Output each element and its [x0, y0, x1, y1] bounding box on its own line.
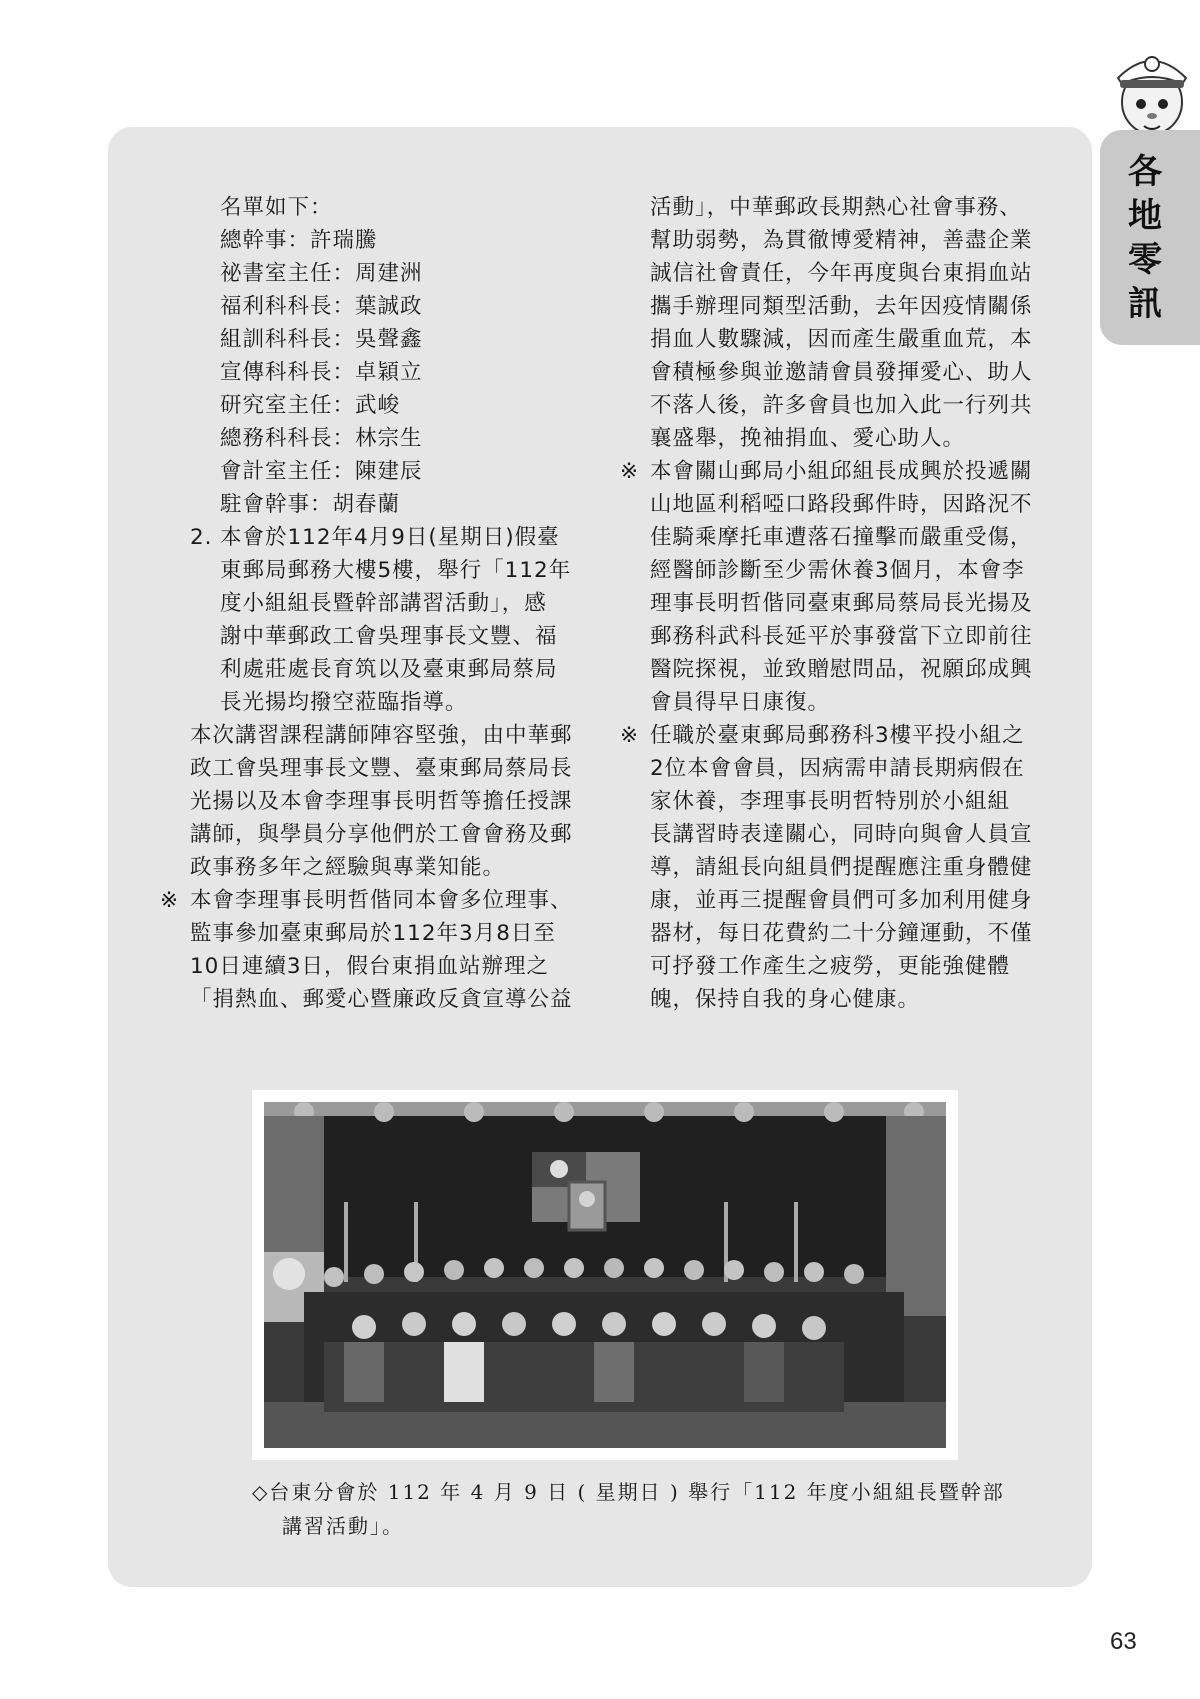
illness-line: 康，並再三提醒會員們可多加利用健身 [650, 888, 1033, 913]
illness-line: 2位本會會員，因病需申請長期病假在 [650, 756, 1025, 781]
illness-line: 魄，保持自我的身心健康。 [650, 987, 921, 1012]
group-photo-frame [252, 1090, 958, 1460]
item2-line: 利處莊處長育筑以及臺東郵局蔡局 [220, 657, 558, 682]
left-column [160, 191, 580, 1016]
course-line: 講師，與學員分享他們於工會會務及郵 [190, 822, 573, 847]
staff-list-item: 總幹事：許瑞騰 [220, 228, 378, 253]
blood-cont-line: 捐血人數驟減，因而產生嚴重血荒，本 [650, 327, 1033, 352]
list-intro: 名單如下： [220, 195, 333, 220]
illness-line: 器材，每日花費約二十分鐘運動，不僅 [650, 921, 1033, 946]
item2-line: 度小組組長暨幹部講習活動」，感 [220, 591, 547, 616]
accident-line: 醫院探視，並致贈慰問品，祝願邱成興 [650, 657, 1033, 682]
illness-line: 長講習時表達關心，同時向與會人員宣 [650, 822, 1033, 847]
staff-list-item: 福利科科長：葉誠政 [220, 294, 423, 319]
item2-line: 長光揚均撥空蒞臨指導。 [220, 690, 468, 715]
blood-line: 「捐熱血、郵愛心暨廉政反貪宣導公益 [190, 987, 573, 1012]
item2-line: 東郵局郵務大樓5樓，舉行「112年 [220, 558, 572, 583]
caption-line: 講習活動」。 [282, 1514, 404, 1538]
right-column [620, 191, 1042, 1016]
caption-line: ◇台東分會於 112 年 4 月 9 日 ( 星期日 ) 舉行「112 年度小組組長暨幹部 [252, 1480, 1005, 1504]
staff-list-item: 會計室主任：陳建辰 [220, 459, 423, 484]
item2-line: 本會於112年4月9日(星期日)假臺 [220, 525, 560, 550]
accident-line: 理事長明哲偕同臺東郵局蔡局長光揚及 [650, 591, 1033, 616]
accident-line: 郵務科武科長延平於事發當下立即前往 [650, 624, 1033, 649]
group-photo [264, 1102, 946, 1448]
staff-list-item: 宣傳科科長：卓穎立 [220, 360, 423, 385]
staff-list-item: 駐會幹事：胡春蘭 [220, 492, 401, 517]
blood-cont-line: 活動」，中華郵政長期熱心社會事務、 [650, 195, 1022, 220]
blood-line: 本會李理事長明哲偕同本會多位理事、 [190, 888, 573, 913]
illness-line: 家休養，李理事長明哲特別於小組組 [650, 789, 1011, 814]
staff-list-item: 祕書室主任：周建洲 [220, 261, 423, 286]
accident-line: 山地區利稻啞口路段郵件時，因路況不 [650, 492, 1033, 517]
accident-line: 佳騎乘摩托車遭落石撞擊而嚴重受傷， [650, 525, 1033, 550]
blood-cont-line: 誠信社會責任，今年再度與台東捐血站 [650, 261, 1033, 286]
blood-cont-line: 不落人後，許多會員也加入此一行列共 [650, 393, 1033, 418]
blood-line: 監事參加臺東郵局於112年3月8日至 [190, 921, 556, 946]
note-marker: ※ [620, 459, 640, 484]
blood-line: 10日連續3日，假台東捐血站辦理之 [190, 954, 550, 979]
staff-list-item: 總務科科長：林宗生 [220, 426, 423, 451]
note-marker: ※ [620, 723, 640, 748]
accident-line: 經醫師診斷至少需休養3個月，本會李 [650, 558, 1025, 583]
blood-cont-line: 會積極參與並邀請會員發揮愛心、助人 [650, 360, 1033, 385]
blood-cont-line: 幫助弱勢，為貫徹博愛精神，善盡企業 [650, 228, 1033, 253]
illness-line: 導，請組長向組員們提醒應注重身體健 [650, 855, 1033, 880]
list-number: 2. [190, 525, 213, 550]
blood-cont-line: 襄盛舉，挽袖捐血、愛心助人。 [650, 426, 966, 451]
blood-cont-line: 攜手辦理同類型活動，去年因疫情關係 [650, 294, 1033, 319]
course-line: 光揚以及本會李理事長明哲等擔任授課 [190, 789, 573, 814]
accident-line: 會員得早日康復。 [650, 690, 831, 715]
photo-caption [252, 1475, 1005, 1543]
course-line: 政工會吳理事長文豐、臺東郵局蔡局長 [190, 756, 573, 781]
illness-line: 可抒發工作產生之疲勞，更能強健體 [650, 954, 1011, 979]
page-number: 63 [1110, 1628, 1137, 1655]
staff-list-item: 組訓科科長：吳聲鑫 [220, 327, 423, 352]
accident-line: 本會關山郵局小組邱組長成興於投遞關 [650, 459, 1033, 484]
section-tab-label: 各地零訊 [1128, 152, 1162, 324]
staff-list-item: 研究室主任：武峻 [220, 393, 401, 418]
course-line: 本次講習課程講師陣容堅強，由中華郵 [190, 723, 573, 748]
note-marker: ※ [160, 888, 180, 913]
illness-line: 任職於臺東郵局郵務科3樓平投小組之 [650, 723, 1025, 748]
item2-line: 謝中華郵政工會吳理事長文豐、福 [220, 624, 558, 649]
course-line: 政事務多年之經驗與專業知能。 [190, 855, 506, 880]
